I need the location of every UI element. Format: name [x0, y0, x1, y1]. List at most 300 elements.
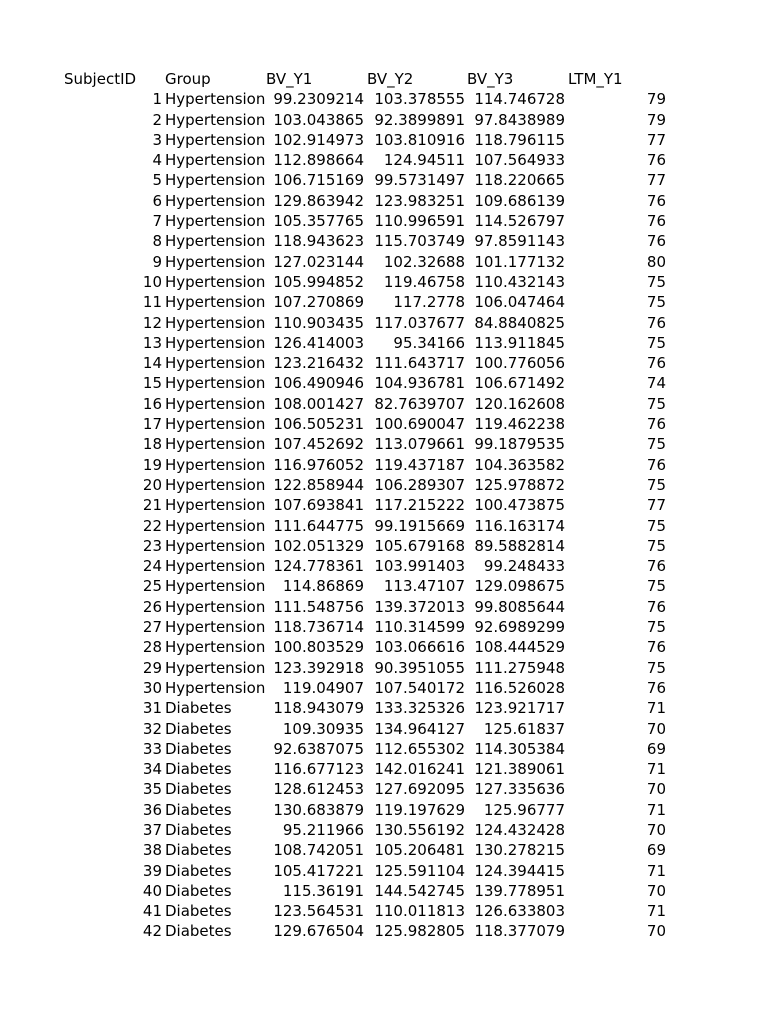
cell-bv-y1[interactable]: 105.994852: [273, 272, 364, 291]
cell-bv-y3[interactable]: 124.394415: [474, 861, 565, 880]
cell-bv-y3[interactable]: 106.047464: [474, 293, 565, 312]
cell-bv-y3[interactable]: 129.098675: [474, 577, 565, 596]
cell-bv-y3[interactable]: 99.8085644: [474, 597, 565, 616]
cell-ltm-y1[interactable]: 75: [646, 394, 666, 413]
cell-group[interactable]: Hypertension: [165, 374, 266, 393]
table-row: [0, 211, 768, 231]
cell-bv-y2[interactable]: 103.810916: [374, 130, 465, 149]
table-row: [0, 800, 768, 820]
cell-bv-y1[interactable]: 95.211966: [282, 820, 364, 839]
cell-bv-y3[interactable]: 118.377079: [474, 922, 565, 941]
cell-bv-y1[interactable]: 118.943623: [273, 232, 364, 251]
cell-ltm-y1[interactable]: 71: [646, 760, 666, 779]
cell-bv-y2[interactable]: 113.47107: [383, 577, 465, 596]
cell-bv-y1[interactable]: 110.903435: [273, 313, 364, 332]
cell-bv-y2[interactable]: 82.7639707: [374, 394, 465, 413]
cell-bv-y1[interactable]: 123.564531: [273, 902, 364, 921]
cell-subject-id[interactable]: 42: [142, 922, 162, 941]
cell-bv-y3[interactable]: 119.462238: [474, 415, 565, 434]
cell-bv-y3[interactable]: 118.220665: [474, 171, 565, 190]
table-row: [0, 272, 768, 292]
cell-bv-y1[interactable]: 109.30935: [282, 719, 364, 738]
cell-group[interactable]: Hypertension: [165, 313, 266, 332]
cell-group[interactable]: Diabetes: [165, 922, 232, 941]
cell-bv-y1[interactable]: 102.051329: [273, 536, 364, 555]
table-row: [0, 130, 768, 150]
cell-bv-y3[interactable]: 114.305384: [474, 739, 565, 758]
cell-subject-id[interactable]: 36: [142, 800, 162, 819]
table-row: [0, 170, 768, 190]
cell-bv-y1[interactable]: 129.863942: [273, 191, 364, 210]
cell-ltm-y1[interactable]: 76: [646, 191, 666, 210]
cell-bv-y3[interactable]: 97.8438989: [474, 110, 565, 129]
cell-group[interactable]: Diabetes: [165, 780, 232, 799]
cell-ltm-y1[interactable]: 77: [646, 496, 666, 515]
cell-ltm-y1[interactable]: 75: [646, 516, 666, 535]
cell-group[interactable]: Diabetes: [165, 902, 232, 921]
cell-bv-y1[interactable]: 108.742051: [273, 841, 364, 860]
cell-ltm-y1[interactable]: 71: [646, 861, 666, 880]
cell-bv-y3[interactable]: 89.5882814: [474, 536, 565, 555]
cell-ltm-y1[interactable]: 76: [646, 597, 666, 616]
table-row: [0, 455, 768, 475]
cell-bv-y1[interactable]: 92.6387075: [273, 739, 364, 758]
header-subject-id[interactable]: SubjectID: [64, 70, 137, 88]
cell-group[interactable]: Hypertension: [165, 151, 266, 170]
cell-bv-y2[interactable]: 125.982805: [374, 922, 465, 941]
cell-group[interactable]: Hypertension: [165, 90, 266, 109]
cell-bv-y3[interactable]: 104.363582: [474, 455, 565, 474]
cell-bv-y1[interactable]: 106.715169: [273, 171, 364, 190]
cell-bv-y1[interactable]: 123.216432: [273, 354, 364, 373]
cell-group[interactable]: Hypertension: [165, 475, 266, 494]
cell-ltm-y1[interactable]: 70: [646, 719, 666, 738]
cell-bv-y3[interactable]: 118.796115: [474, 130, 565, 149]
cell-group[interactable]: Hypertension: [165, 455, 266, 474]
table-row: [0, 901, 768, 921]
cell-group[interactable]: Hypertension: [165, 536, 266, 555]
cell-bv-y1[interactable]: 102.914973: [273, 130, 364, 149]
cell-bv-y1[interactable]: 126.414003: [273, 333, 364, 352]
cell-bv-y3[interactable]: 110.432143: [474, 272, 565, 291]
cell-bv-y2[interactable]: 106.289307: [374, 475, 465, 494]
cell-ltm-y1[interactable]: 75: [646, 272, 666, 291]
cell-bv-y1[interactable]: 118.943079: [273, 699, 364, 718]
cell-bv-y2[interactable]: 115.703749: [374, 232, 465, 251]
table-row: [0, 556, 768, 576]
cell-bv-y3[interactable]: 109.686139: [474, 191, 565, 210]
header-ltm-y1[interactable]: LTM_Y1: [568, 70, 623, 88]
cell-ltm-y1[interactable]: 76: [646, 354, 666, 373]
cell-ltm-y1[interactable]: 71: [646, 800, 666, 819]
cell-bv-y2[interactable]: 144.542745: [374, 881, 465, 900]
table-row: [0, 637, 768, 657]
cell-subject-id[interactable]: 4: [152, 151, 162, 170]
cell-bv-y3[interactable]: 116.163174: [474, 516, 565, 535]
table-row: [0, 333, 768, 353]
table-row: [0, 434, 768, 454]
table-row: [0, 779, 768, 799]
cell-bv-y3[interactable]: 99.1879535: [474, 435, 565, 454]
cell-group[interactable]: Hypertension: [165, 678, 266, 697]
cell-bv-y3[interactable]: 92.6989299: [474, 618, 565, 637]
cell-bv-y2[interactable]: 117.215222: [374, 496, 465, 515]
table-row: [0, 89, 768, 109]
cell-group[interactable]: Hypertension: [165, 638, 266, 657]
cell-bv-y2[interactable]: 103.378555: [374, 90, 465, 109]
cell-ltm-y1[interactable]: 75: [646, 658, 666, 677]
cell-bv-y2[interactable]: 133.325326: [374, 699, 465, 718]
cell-bv-y2[interactable]: 127.692095: [374, 780, 465, 799]
cell-bv-y2[interactable]: 123.983251: [374, 191, 465, 210]
cell-bv-y1[interactable]: 105.417221: [273, 861, 364, 880]
cell-bv-y3[interactable]: 114.746728: [474, 90, 565, 109]
cell-group[interactable]: Hypertension: [165, 232, 266, 251]
cell-ltm-y1[interactable]: 71: [646, 902, 666, 921]
cell-group[interactable]: Hypertension: [165, 516, 266, 535]
cell-ltm-y1[interactable]: 79: [646, 110, 666, 129]
cell-subject-id[interactable]: 41: [142, 902, 162, 921]
table-row: [0, 576, 768, 596]
table-row: [0, 861, 768, 881]
cell-subject-id[interactable]: 27: [142, 618, 162, 637]
cell-ltm-y1[interactable]: 76: [646, 455, 666, 474]
cell-subject-id[interactable]: 3: [152, 130, 162, 149]
cell-ltm-y1[interactable]: 71: [646, 699, 666, 718]
cell-group[interactable]: Hypertension: [165, 191, 266, 210]
table-row: [0, 739, 768, 759]
cell-bv-y3[interactable]: 125.96777: [483, 800, 565, 819]
cell-subject-id[interactable]: 19: [142, 455, 162, 474]
cell-bv-y2[interactable]: 119.197629: [374, 800, 465, 819]
cell-group[interactable]: Diabetes: [165, 841, 232, 860]
cell-bv-y2[interactable]: 103.991403: [374, 557, 465, 576]
cell-ltm-y1[interactable]: 76: [646, 232, 666, 251]
cell-group[interactable]: Diabetes: [165, 760, 232, 779]
cell-bv-y2[interactable]: 142.016241: [374, 760, 465, 779]
cell-bv-y2[interactable]: 125.591104: [374, 861, 465, 880]
data-rows: [0, 89, 768, 941]
cell-group[interactable]: Diabetes: [165, 881, 232, 900]
table-row: [0, 373, 768, 393]
cell-bv-y3[interactable]: 121.389061: [474, 760, 565, 779]
cell-subject-id[interactable]: 9: [152, 252, 162, 271]
cell-group[interactable]: Hypertension: [165, 171, 266, 190]
cell-ltm-y1[interactable]: 76: [646, 638, 666, 657]
table-row: [0, 759, 768, 779]
cell-bv-y2[interactable]: 110.011813: [374, 902, 465, 921]
header-bv-y3[interactable]: BV_Y3: [467, 70, 514, 88]
cell-bv-y1[interactable]: 123.392918: [273, 658, 364, 677]
cell-bv-y3[interactable]: 120.162608: [474, 394, 565, 413]
cell-bv-y3[interactable]: 111.275948: [474, 658, 565, 677]
cell-ltm-y1[interactable]: 69: [646, 841, 666, 860]
cell-bv-y1[interactable]: 106.505231: [273, 415, 364, 434]
table-row: [0, 678, 768, 698]
cell-bv-y1[interactable]: 129.676504: [273, 922, 364, 941]
cell-bv-y3[interactable]: 100.776056: [474, 354, 565, 373]
cell-subject-id[interactable]: 15: [142, 374, 162, 393]
cell-subject-id[interactable]: 22: [142, 516, 162, 535]
cell-bv-y1[interactable]: 108.001427: [273, 394, 364, 413]
cell-bv-y1[interactable]: 116.976052: [273, 455, 364, 474]
cell-bv-y1[interactable]: 99.2309214: [273, 90, 364, 109]
header-bv-y1[interactable]: BV_Y1: [266, 70, 313, 88]
cell-group[interactable]: Hypertension: [165, 577, 266, 596]
cell-group[interactable]: Hypertension: [165, 333, 266, 352]
table-row: [0, 820, 768, 840]
cell-bv-y3[interactable]: 101.177132: [474, 252, 565, 271]
cell-bv-y2[interactable]: 107.540172: [374, 678, 465, 697]
cell-group[interactable]: Hypertension: [165, 293, 266, 312]
cell-bv-y3[interactable]: 125.61837: [483, 719, 565, 738]
cell-subject-id[interactable]: 40: [142, 881, 162, 900]
cell-bv-y3[interactable]: 97.8591143: [474, 232, 565, 251]
cell-group[interactable]: Diabetes: [165, 800, 232, 819]
cell-subject-id[interactable]: 23: [142, 536, 162, 555]
cell-bv-y1[interactable]: 107.452692: [273, 435, 364, 454]
cell-subject-id[interactable]: 20: [142, 475, 162, 494]
cell-ltm-y1[interactable]: 77: [646, 171, 666, 190]
cell-ltm-y1[interactable]: 75: [646, 333, 666, 352]
cell-subject-id[interactable]: 39: [142, 861, 162, 880]
cell-bv-y3[interactable]: 130.278215: [474, 841, 565, 860]
cell-ltm-y1[interactable]: 75: [646, 536, 666, 555]
cell-ltm-y1[interactable]: 80: [646, 252, 666, 271]
cell-bv-y2[interactable]: 117.2778: [393, 293, 465, 312]
cell-bv-y2[interactable]: 134.964127: [374, 719, 465, 738]
cell-bv-y1[interactable]: 122.858944: [273, 475, 364, 494]
table-row: [0, 110, 768, 130]
cell-subject-id[interactable]: 33: [142, 739, 162, 758]
cell-group[interactable]: Hypertension: [165, 557, 266, 576]
cell-bv-y3[interactable]: 108.444529: [474, 638, 565, 657]
cell-ltm-y1[interactable]: 76: [646, 678, 666, 697]
cell-subject-id[interactable]: 11: [142, 293, 162, 312]
cell-bv-y3[interactable]: 126.633803: [474, 902, 565, 921]
cell-ltm-y1[interactable]: 75: [646, 475, 666, 494]
table-row: [0, 881, 768, 901]
cell-subject-id[interactable]: 28: [142, 638, 162, 657]
cell-bv-y2[interactable]: 110.996591: [374, 212, 465, 231]
cell-ltm-y1[interactable]: 75: [646, 618, 666, 637]
cell-bv-y3[interactable]: 114.526797: [474, 212, 565, 231]
table-row: [0, 921, 768, 941]
cell-subject-id[interactable]: 10: [142, 272, 162, 291]
cell-group[interactable]: Hypertension: [165, 597, 266, 616]
cell-ltm-y1[interactable]: 76: [646, 212, 666, 231]
cell-bv-y3[interactable]: 107.564933: [474, 151, 565, 170]
cell-bv-y2[interactable]: 105.679168: [374, 536, 465, 555]
cell-bv-y2[interactable]: 103.066616: [374, 638, 465, 657]
cell-bv-y1[interactable]: 128.612453: [273, 780, 364, 799]
cell-ltm-y1[interactable]: 74: [646, 374, 666, 393]
cell-bv-y1[interactable]: 103.043865: [273, 110, 364, 129]
cell-subject-id[interactable]: 38: [142, 841, 162, 860]
cell-bv-y2[interactable]: 90.3951055: [374, 658, 465, 677]
cell-group[interactable]: Diabetes: [165, 820, 232, 839]
cell-subject-id[interactable]: 31: [142, 699, 162, 718]
table-row: [0, 698, 768, 718]
cell-ltm-y1[interactable]: 69: [646, 739, 666, 758]
cell-bv-y3[interactable]: 113.911845: [474, 333, 565, 352]
cell-subject-id[interactable]: 24: [142, 557, 162, 576]
table-row: [0, 292, 768, 312]
cell-bv-y2[interactable]: 119.46758: [383, 272, 465, 291]
cell-bv-y2[interactable]: 139.372013: [374, 597, 465, 616]
cell-bv-y1[interactable]: 111.548756: [273, 597, 364, 616]
cell-group[interactable]: Hypertension: [165, 110, 266, 129]
cell-subject-id[interactable]: 21: [142, 496, 162, 515]
cell-group[interactable]: Hypertension: [165, 212, 266, 231]
cell-group[interactable]: Hypertension: [165, 658, 266, 677]
cell-subject-id[interactable]: 6: [152, 191, 162, 210]
cell-bv-y2[interactable]: 117.037677: [374, 313, 465, 332]
cell-group[interactable]: Hypertension: [165, 130, 266, 149]
cell-bv-y2[interactable]: 110.314599: [374, 618, 465, 637]
cell-bv-y1[interactable]: 111.644775: [273, 516, 364, 535]
cell-subject-id[interactable]: 35: [142, 780, 162, 799]
cell-bv-y1[interactable]: 119.04907: [282, 678, 364, 697]
cell-bv-y2[interactable]: 124.94511: [383, 151, 465, 170]
cell-ltm-y1[interactable]: 76: [646, 151, 666, 170]
table-row: [0, 252, 768, 272]
cell-subject-id[interactable]: 25: [142, 577, 162, 596]
cell-subject-id[interactable]: 32: [142, 719, 162, 738]
cell-ltm-y1[interactable]: 70: [646, 780, 666, 799]
cell-subject-id[interactable]: 2: [152, 110, 162, 129]
cell-subject-id[interactable]: 30: [142, 678, 162, 697]
cell-subject-id[interactable]: 12: [142, 313, 162, 332]
cell-bv-y2[interactable]: 112.655302: [374, 739, 465, 758]
cell-subject-id[interactable]: 7: [152, 212, 162, 231]
cell-bv-y1[interactable]: 106.490946: [273, 374, 364, 393]
cell-bv-y2[interactable]: 99.1915669: [374, 516, 465, 535]
table-row: [0, 414, 768, 434]
cell-group[interactable]: Hypertension: [165, 394, 266, 413]
cell-bv-y1[interactable]: 107.270869: [273, 293, 364, 312]
cell-group[interactable]: Diabetes: [165, 699, 232, 718]
cell-group[interactable]: Diabetes: [165, 719, 232, 738]
cell-bv-y2[interactable]: 104.936781: [374, 374, 465, 393]
cell-bv-y1[interactable]: 100.803529: [273, 638, 364, 657]
cell-bv-y2[interactable]: 130.556192: [374, 820, 465, 839]
cell-bv-y1[interactable]: 107.693841: [273, 496, 364, 515]
cell-bv-y2[interactable]: 100.690047: [374, 415, 465, 434]
cell-ltm-y1[interactable]: 77: [646, 130, 666, 149]
cell-bv-y3[interactable]: 116.526028: [474, 678, 565, 697]
cell-subject-id[interactable]: 17: [142, 415, 162, 434]
table-row: [0, 495, 768, 515]
cell-group[interactable]: Hypertension: [165, 252, 266, 271]
cell-bv-y3[interactable]: 106.671492: [474, 374, 565, 393]
cell-bv-y1[interactable]: 112.898664: [273, 151, 364, 170]
cell-bv-y1[interactable]: 105.357765: [273, 212, 364, 231]
cell-bv-y2[interactable]: 119.437187: [374, 455, 465, 474]
cell-group[interactable]: Hypertension: [165, 354, 266, 373]
cell-bv-y1[interactable]: 130.683879: [273, 800, 364, 819]
cell-subject-id[interactable]: 14: [142, 354, 162, 373]
table-row: [0, 840, 768, 860]
cell-ltm-y1[interactable]: 70: [646, 922, 666, 941]
cell-group[interactable]: Hypertension: [165, 415, 266, 434]
cell-group[interactable]: Diabetes: [165, 861, 232, 880]
cell-ltm-y1[interactable]: 70: [646, 881, 666, 900]
cell-bv-y2[interactable]: 111.643717: [374, 354, 465, 373]
cell-group[interactable]: Hypertension: [165, 435, 266, 454]
cell-bv-y3[interactable]: 123.921717: [474, 699, 565, 718]
cell-ltm-y1[interactable]: 75: [646, 293, 666, 312]
cell-subject-id[interactable]: 29: [142, 658, 162, 677]
table-row: [0, 475, 768, 495]
cell-subject-id[interactable]: 13: [142, 333, 162, 352]
cell-bv-y3[interactable]: 125.978872: [474, 475, 565, 494]
cell-subject-id[interactable]: 18: [142, 435, 162, 454]
cell-subject-id[interactable]: 37: [142, 820, 162, 839]
table-row: [0, 658, 768, 678]
cell-subject-id[interactable]: 34: [142, 760, 162, 779]
cell-bv-y3[interactable]: 124.432428: [474, 820, 565, 839]
cell-group[interactable]: Diabetes: [165, 739, 232, 758]
header-group[interactable]: Group: [165, 70, 211, 88]
cell-ltm-y1[interactable]: 75: [646, 577, 666, 596]
cell-ltm-y1[interactable]: 76: [646, 313, 666, 332]
header-bv-y2[interactable]: BV_Y2: [367, 70, 414, 88]
cell-bv-y1[interactable]: 116.677123: [273, 760, 364, 779]
table-row: [0, 536, 768, 556]
cell-ltm-y1[interactable]: 76: [646, 415, 666, 434]
table-row: [0, 394, 768, 414]
cell-group[interactable]: Hypertension: [165, 272, 266, 291]
cell-subject-id[interactable]: 16: [142, 394, 162, 413]
cell-subject-id[interactable]: 26: [142, 597, 162, 616]
table-row: [0, 353, 768, 373]
cell-group[interactable]: Hypertension: [165, 496, 266, 515]
cell-ltm-y1[interactable]: 79: [646, 90, 666, 109]
cell-ltm-y1[interactable]: 70: [646, 820, 666, 839]
cell-bv-y2[interactable]: 95.34166: [393, 333, 465, 352]
cell-bv-y1[interactable]: 118.736714: [273, 618, 364, 637]
cell-bv-y3[interactable]: 139.778951: [474, 881, 565, 900]
cell-bv-y3[interactable]: 100.473875: [474, 496, 565, 515]
table-row: [0, 617, 768, 637]
cell-bv-y2[interactable]: 113.079661: [374, 435, 465, 454]
cell-bv-y2[interactable]: 99.5731497: [374, 171, 465, 190]
table-row: [0, 231, 768, 251]
cell-group[interactable]: Hypertension: [165, 618, 266, 637]
cell-bv-y2[interactable]: 92.3899891: [374, 110, 465, 129]
cell-subject-id[interactable]: 5: [152, 171, 162, 190]
spreadsheet: [0, 69, 768, 942]
cell-bv-y1[interactable]: 115.36191: [282, 881, 364, 900]
header-row: [0, 69, 768, 89]
cell-subject-id[interactable]: 8: [152, 232, 162, 251]
cell-subject-id[interactable]: 1: [152, 90, 162, 109]
cell-bv-y3[interactable]: 99.248433: [483, 557, 565, 576]
table-row: [0, 719, 768, 739]
cell-ltm-y1[interactable]: 75: [646, 435, 666, 454]
cell-bv-y2[interactable]: 105.206481: [374, 841, 465, 860]
table-row: [0, 191, 768, 211]
cell-bv-y2[interactable]: 102.32688: [383, 252, 465, 271]
table-row: [0, 516, 768, 536]
cell-bv-y1[interactable]: 124.778361: [273, 557, 364, 576]
cell-bv-y3[interactable]: 127.335636: [474, 780, 565, 799]
cell-bv-y1[interactable]: 114.86869: [282, 577, 364, 596]
cell-ltm-y1[interactable]: 76: [646, 557, 666, 576]
cell-bv-y3[interactable]: 84.8840825: [474, 313, 565, 332]
cell-bv-y1[interactable]: 127.023144: [273, 252, 364, 271]
